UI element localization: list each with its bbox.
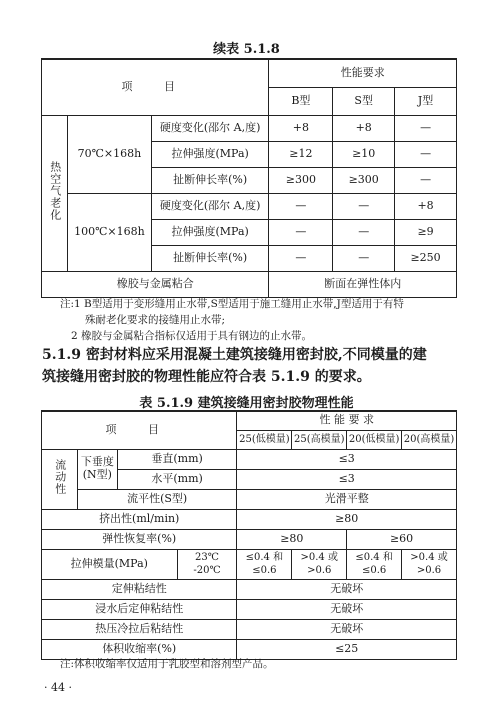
table2-modulus-c3-a: ≤0.4 和 [355,552,393,563]
table1-cell: ≥300 [269,167,333,193]
table2-hotcold-value: 无破坏 [237,619,457,639]
table2-performance-header: 性 能 要 求 [237,411,457,430]
table-5-1-8 [41,58,457,298]
table2-extrusion-name: 挤出性(ml/min) [42,509,237,529]
table2-col-25-low: 25(低模量) [237,430,292,449]
table2-immersion-value: 无破坏 [237,599,457,619]
note1-line3: 2 橡胶与金属粘合指标仅适用于具有钢边的止水带。 [71,330,313,342]
table1-cell: ≥10 [333,141,395,167]
table1-cell: — [333,245,395,271]
table1-cell: — [395,115,457,141]
table2-extrusion-value: ≥80 [237,509,457,529]
table2-horizontal-name: 水平(mm) [117,469,237,489]
table1-group-text: 热空气老化 [48,161,62,222]
page-number: · 44 · [44,681,72,694]
table2-immersion-name: 浸水后定伸粘结性 [42,599,237,619]
table1-row-name: 硬度变化(邵尔 A,度) [151,193,269,219]
table2-modulus-t1: 23℃ [195,552,219,563]
table2-modulus-c3 [347,549,402,579]
table1-cell: — [333,219,395,245]
table2-modulus-c1-b: ≤0.6 [252,565,277,576]
table1-cell: +8 [333,115,395,141]
table1-cell: ≥300 [333,167,395,193]
table1-cell: +8 [269,115,333,141]
table1-row-name: 扯断伸长率(%) [151,167,269,193]
table2-sag-label: 下垂度(N型) [77,449,117,489]
table2-recovery-name: 弹性恢复率(%) [42,529,237,549]
table2-recovery-25: ≥80 [237,529,347,549]
table1-cell: — [269,193,333,219]
para-line2: 筑接缝用密封胶的物理性能应符合表 5.1.9 的要求。 [42,369,371,385]
table2-modulus-c1-a: ≤0.4 和 [245,552,284,563]
table1-cell: — [269,219,333,245]
table1-cond1: 70℃×168h [67,115,151,193]
table2-shrinkage-value: ≤25 [237,639,457,659]
table2-tensile-name: 定伸粘结性 [42,579,237,599]
table1-row-name: 扯断伸长率(%) [151,245,269,271]
table2-modulus-c2-a: >0.4 或 [300,552,338,563]
table2-modulus-c2-b: >0.6 [307,565,332,576]
note2: 注:体积收缩率仅适用于乳胶型和溶剂型产品。 [60,658,274,670]
table2-col-20-high: 20(高模量) [402,430,457,449]
note1-line2: 殊耐老化要求的接缝用止水带; [85,314,226,326]
table1-cell: — [395,167,457,193]
table1-last-row-value: 断面在弹性体内 [269,271,457,297]
table2-modulus-c4-a: >0.4 或 [410,552,448,563]
table1-group-label [42,115,68,271]
table-5-1-9 [41,410,457,660]
table2-leveling-name: 流平性(S型) [77,489,237,509]
table2-col-20-low: 20(低模量) [347,430,402,449]
table1-row-name: 硬度变化(邵尔 A,度) [151,115,269,141]
para-line1 [42,344,427,366]
table2-recovery-20: ≥60 [347,529,457,549]
table1-performance-header: 性能要求 [269,59,457,87]
table2-flow-label [42,449,78,509]
table1-cell: — [269,245,333,271]
table1-cell: — [333,193,395,219]
table2-flow-text: 流动性 [53,459,67,496]
note1-line1: 注:1 B型适用于变形缝用止水带,S型适用于施工缝用止水带,J型适用于有特 [60,298,404,310]
table2-modulus-c4 [402,549,457,579]
table2-modulus-c2 [292,549,347,579]
table1-cond2: 100℃×168h [67,193,151,271]
table2-modulus-name: 拉伸模量(MPa) [42,549,178,579]
table1-type-s: S型 [333,87,395,115]
para-text1: 密封材料应采用混凝土建筑接缝用密封胶,不同模量的建 [85,347,427,363]
table1-type-b: B型 [269,87,333,115]
para-number: 5.1.9 [42,347,81,363]
table2-item-header: 项 目 [42,411,237,449]
table1-cell: — [395,141,457,167]
table1-row-name: 拉伸强度(MPa) [151,219,269,245]
table1-row-name: 拉伸强度(MPa) [151,141,269,167]
table2-vertical-value: ≤3 [237,449,457,469]
table2-vertical-name: 垂直(mm) [117,449,237,469]
table1-type-j: J型 [395,87,457,115]
table1-cell: ≥9 [395,219,457,245]
table2-modulus-t2: -20℃ [193,565,221,576]
table1-item-header: 项 目 [42,59,269,115]
table2-modulus-c3-b: ≤0.6 [361,565,387,576]
table1-cell: +8 [395,193,457,219]
table2-shrinkage-name: 体积收缩率(%) [42,639,237,659]
table2-horizontal-value: ≤3 [237,469,457,489]
table2-hotcold-name: 热压冷拉后粘结性 [42,619,237,639]
table1-cell: ≥250 [395,245,457,271]
table2-modulus-temps [177,549,237,579]
table2-col-25-high: 25(高模量) [292,430,347,449]
table2-tensile-value: 无破坏 [237,579,457,599]
table2-title: 表 5.1.9 建筑接缝用密封胶物理性能 [139,396,354,411]
table2-modulus-c4-b: >0.6 [416,565,442,576]
table1-cell: ≥12 [269,141,333,167]
table2-modulus-c1 [237,549,292,579]
table2-leveling-value: 光滑平整 [237,489,457,509]
table1-last-row-name: 橡胶与金属粘合 [42,271,269,297]
table1-title: 续表 5.1.8 [213,42,280,57]
